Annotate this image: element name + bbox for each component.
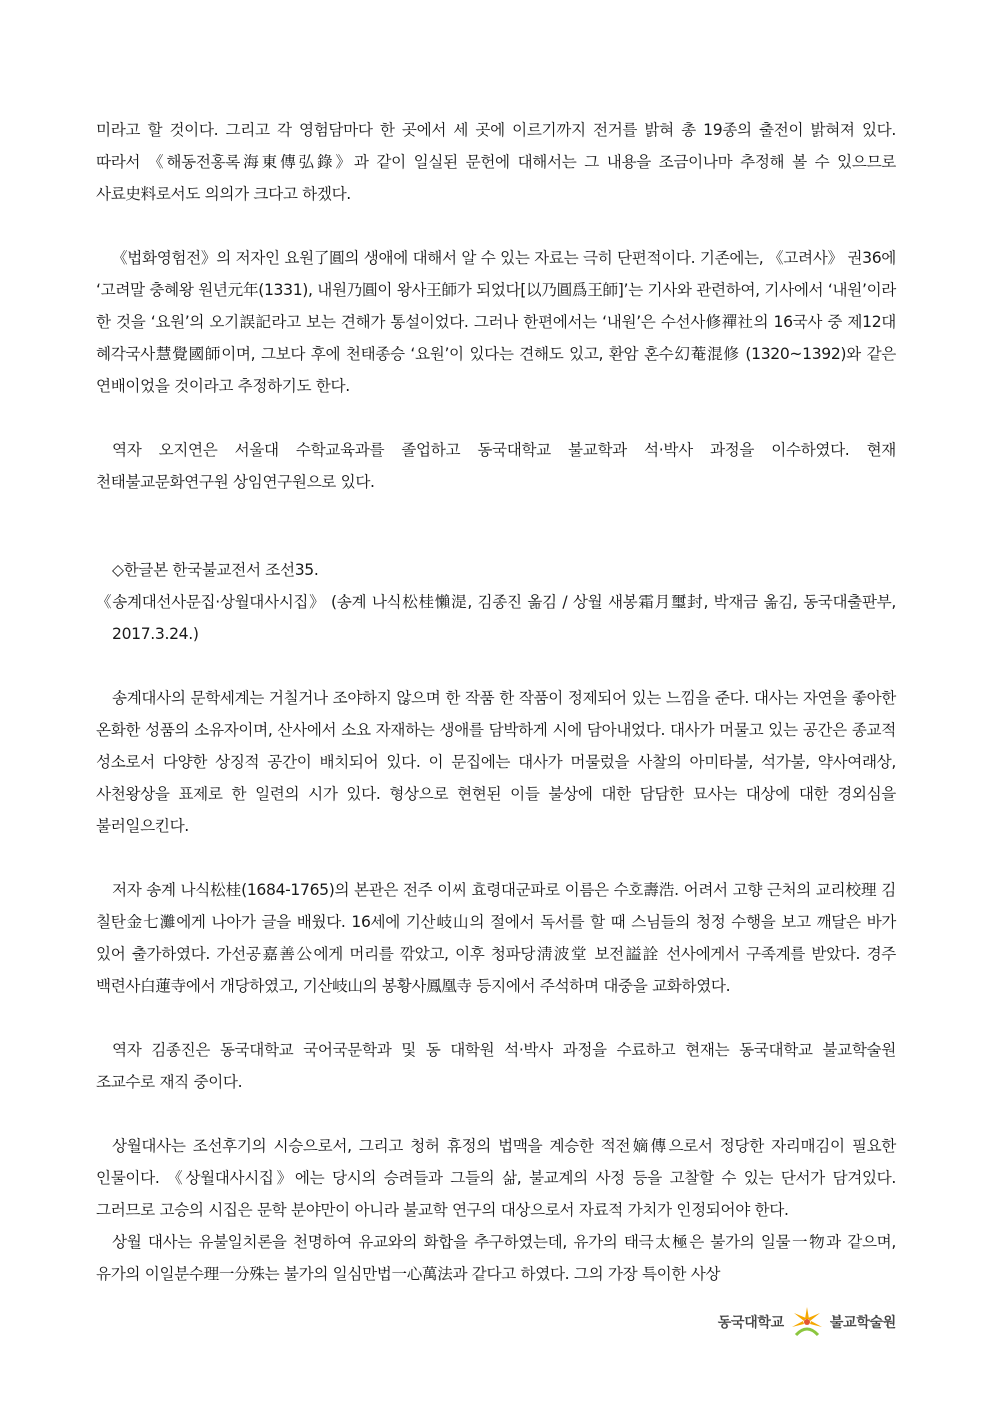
footer-institute: 불교학술원 xyxy=(829,1315,896,1331)
spacer xyxy=(96,650,896,682)
paragraph-8: 상월 대사는 유불일치론을 천명하여 유교와의 화합을 추구하였는데, 유가의 태극太極은 불가의 일물一物과 같으며, 유가의 이일분수理一分殊는 불가의 일심만법一心萬法과 같다고 하였다. 그의 가장 특이한 사상 xyxy=(96,1233,896,1283)
paragraph-5: 저자 송계 나식松桂(1684-1765)의 본관은 전주 이씨 효령대군파로 이름은 수호壽浩. 어려서 고향 근처의 교리校理 김 칠탄金七灘에게 나아가 글을 배웠다. 16세에 기산岐山의 절에서 독서를 할 때 스님들의 청정 수행을 보고 깨달은 바가 있어 출가하였다. 가선공嘉善公에게 머리를 깎았고, 이후 청파당淸波堂 보전謚詮 선사에게서 구족계를 받았다. 경주 백련사白蓮寺에서 개당하였고, 기산岐山의 봉황사鳳凰寺 등지에서 주석하며 대중을 교화하였다. xyxy=(96,881,896,995)
footer-university: 동국대학교 xyxy=(717,1315,784,1331)
book-series-heading: ◇한글본 한국불교전서 조선35. xyxy=(112,561,319,579)
paragraph-1: 미라고 할 것이다. 그리고 각 영험담마다 한 곳에서 세 곳에 이르기까지 전거를 밝혀 총 19종의 출전이 밝혀져 있다. 따라서 《해동전홍록海東傳弘錄》과 같이 일실된 문헌에 대해서는 그 내용을 조금이나마 추정해 볼 수 있으므로 사료史料로서도 의의가 크다고 하겠다. xyxy=(96,121,896,203)
spacer xyxy=(96,498,896,554)
paragraph-3: 역자 오지연은 서울대 수학교육과를 졸업하고 동국대학교 불교학과 석·박사 과정을 이수하였다. 현재 천태불교문화연구원 상임연구원으로 있다. xyxy=(96,441,896,491)
paragraph-6: 역자 김종진은 동국대학교 국어국문학과 및 동 대학원 석·박사 과정을 수료하고 현재는 동국대학교 불교학술원 조교수로 재직 중이다. xyxy=(96,1041,896,1091)
footer-logo xyxy=(718,1302,896,1342)
book-citation: 《송계대선사문집·상월대사시집》 (송계 나식松桂懶湜, 김종진 옮김 / 상월 새봉霜月璽封, 박재금 옮김, 동국대출판부, 2017.3.24.) xyxy=(96,593,896,643)
page-body xyxy=(96,114,896,1290)
spacer xyxy=(96,1098,896,1130)
spacer xyxy=(96,1002,896,1034)
paragraph-7: 상월대사는 조선후기의 시승으로서, 그리고 청허 휴정의 법맥을 계승한 적전嫡傳으로서 정당한 자리매김이 필요한 인물이다. 《상월대사시집》에는 당시의 승려들과 그들의 삶, 불교계의 사정 등을 고찰할 수 있는 단서가 담겨있다. 그러므로 고승의 시집은 문학 분야만이 아니라 불교학 연구의 대상으로서 자료적 가치가 인정되어야 한다. xyxy=(96,1137,896,1219)
lotus-burst-icon xyxy=(790,1305,824,1339)
paragraph-2: 《법화영험전》의 저자인 요원了圓의 생애에 대해서 알 수 있는 자료는 극히 단편적이다. 기존에는, 《고려사》 권36에 ‘고려말 충혜왕 원년元年(1331), 내원乃圓이 왕사王師가 되었다[以乃圓爲王師]’는 기사와 관련하여, 기사에서 ‘내원’이라 한 것을 ‘요원’의 오기誤記라고 보는 견해가 통설이었다. 그러나 한편에서는 ‘내원’은 수선사修禪社의 16국사 중 제12대 혜각국사慧覺國師이며, 그보다 후에 천태종승 ‘요원’이 있다는 견해도 있고, 환암 혼수幻菴混修 (1320~1392)와 같은 연배이었을 것이라고 추정하기도 한다. xyxy=(96,249,896,395)
spacer xyxy=(96,842,896,874)
spacer xyxy=(96,402,896,434)
spacer xyxy=(96,210,896,242)
paragraph-4: 송계대사의 문학세계는 거칠거나 조야하지 않으며 한 작품 한 작품이 정제되어 있는 느낌을 준다. 대사는 자연을 좋아한 온화한 성품의 소유자이며, 산사에서 소요 자재하는 생애를 담박하게 시에 담아내었다. 대사가 머물고 있는 공간은 종교적 성소로서 다양한 상징적 공간이 배치되어 있다. 이 문집에는 대사가 머물렀을 사찰의 아미타불, 석가불, 약사여래상, 사천왕상을 표제로 한 일련의 시가 있다. 형상으로 현현된 이들 불상에 대한 담담한 묘사는 대상에 대한 경외심을 불러일으킨다. xyxy=(96,689,896,835)
